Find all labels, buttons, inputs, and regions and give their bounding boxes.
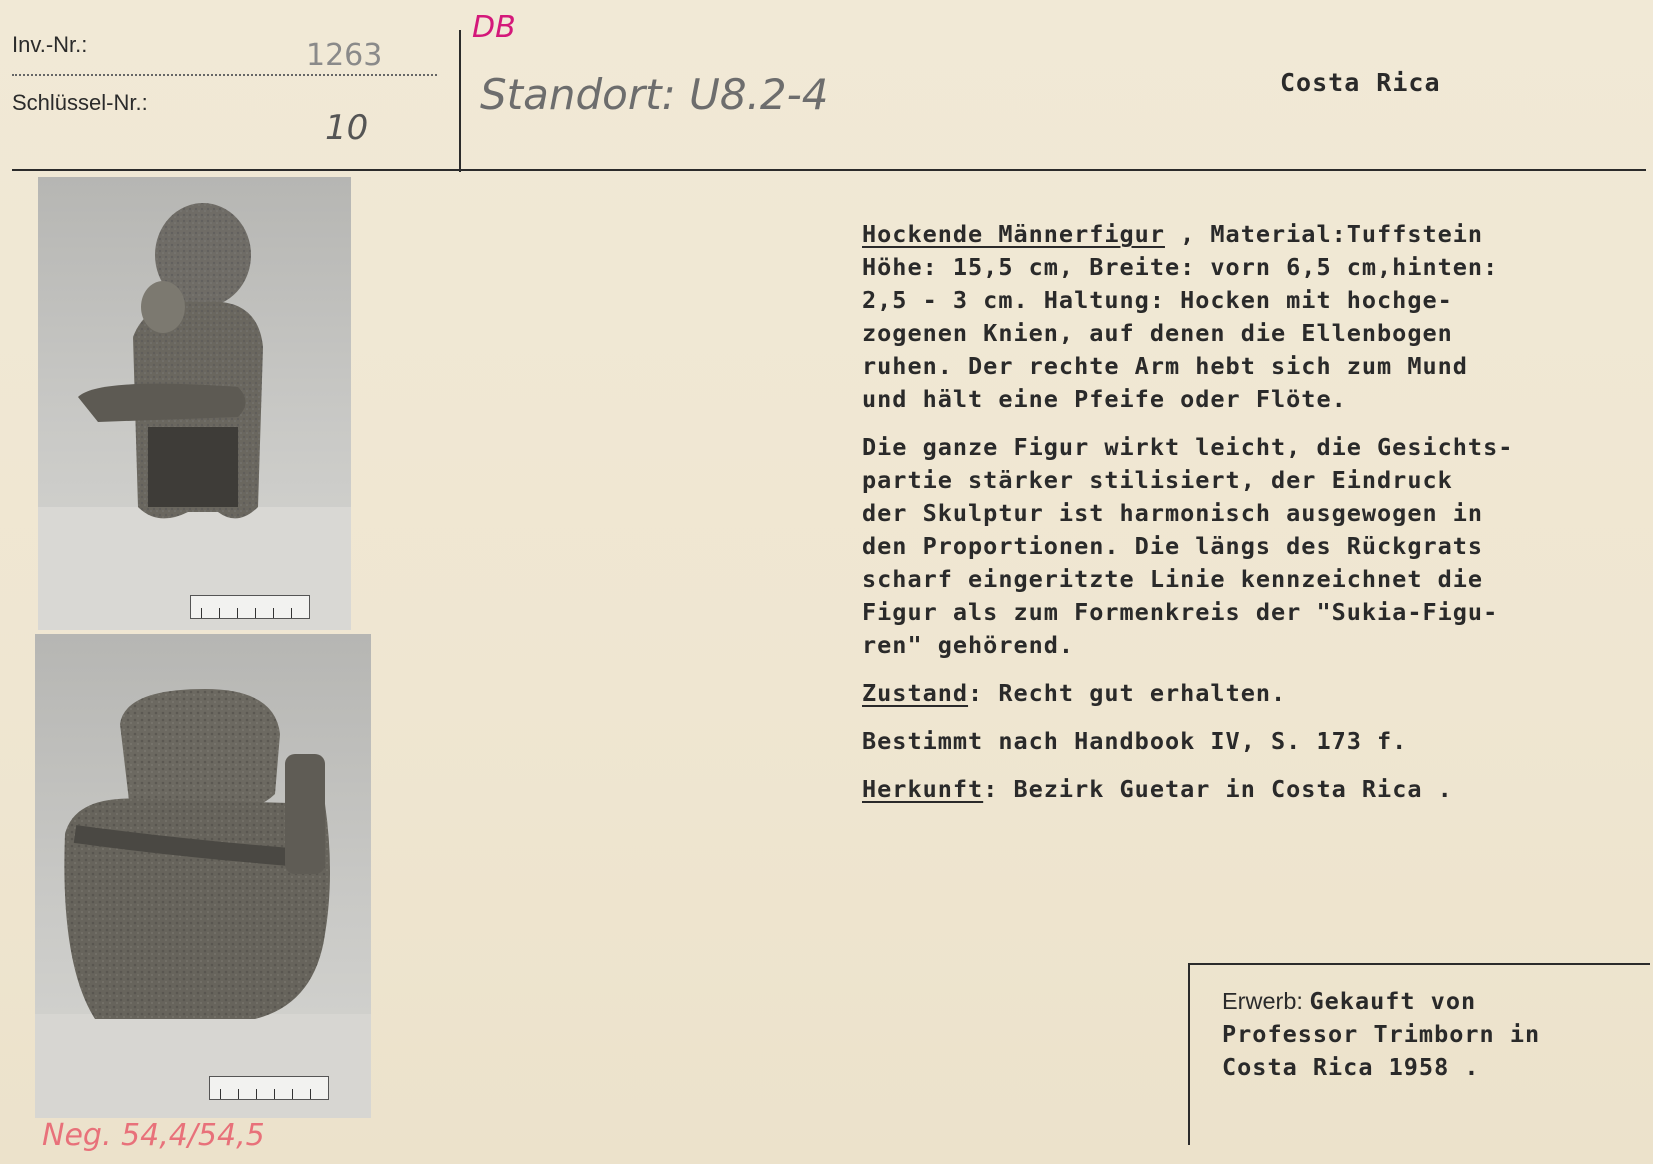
object-title: Hockende Männerfigur <box>862 220 1165 248</box>
description-paragraph-1 <box>862 218 1647 251</box>
posture-text-4: und hält eine Pfeife oder Flöte. <box>862 385 1347 413</box>
country-heading: Costa Rica <box>1280 68 1441 97</box>
style-text-4: den Proportionen. Die längs des Rückgrats <box>862 532 1484 560</box>
dimensions-text: Höhe: 15,5 cm, Breite: vorn 6,5 cm,hinten: <box>862 253 1499 281</box>
squatting-figure-front-image <box>38 177 351 630</box>
condition-line <box>862 677 1647 710</box>
header-divider <box>12 169 1646 171</box>
acquisition-label: Erwerb: <box>1222 988 1310 1014</box>
posture-text-1: 2,5 - 3 cm. Haltung: Hocken mit hochge- <box>862 286 1453 314</box>
style-text-1: Die ganze Figur wirkt leicht, die Gesichts- <box>862 433 1514 461</box>
dotted-divider <box>12 74 437 76</box>
figure-photo-side <box>35 634 371 1118</box>
posture-text-3: ruhen. Der rechte Arm hebt sich zum Mund <box>862 352 1468 380</box>
negative-number: Neg. 54,4/54,5 <box>42 1118 265 1153</box>
inventory-number-label: Inv.-Nr.: <box>12 32 88 57</box>
provenance-value: : Bezirk Guetar in Costa Rica . <box>983 775 1453 803</box>
squatting-figure-side-image <box>35 634 371 1118</box>
description-block <box>862 218 1647 806</box>
condition-label: Zustand <box>862 679 969 707</box>
provenance-line <box>862 773 1647 806</box>
key-number-label: Schlüssel-Nr.: <box>12 90 148 115</box>
style-text-6: Figur als zum Formenkreis der "Sukia-Figu- <box>862 598 1499 626</box>
measurement-scale-side <box>209 1076 329 1100</box>
style-text-5: scharf eingeritzte Linie kennzeichnet die <box>862 565 1484 593</box>
db-mark: DB <box>472 10 516 45</box>
material-text: , Material:Tuffstein <box>1164 220 1484 248</box>
style-text-3: der Skulptur ist harmonisch ausgewogen in <box>862 499 1484 527</box>
key-number-value: 10 <box>325 108 369 148</box>
header-vertical-divider <box>459 30 461 172</box>
style-text-2: partie stärker stilisiert, der Eindruck <box>862 466 1453 494</box>
figure-photo-front <box>38 177 351 630</box>
acquisition-line-1 <box>1222 985 1540 1018</box>
posture-text-2: zogenen Knien, auf denen die Ellenbogen <box>862 319 1453 347</box>
acquisition-line-3: Costa Rica 1958 . <box>1222 1053 1480 1081</box>
acquisition-value-1: Gekauft von <box>1309 987 1477 1015</box>
acquisition-text <box>1222 985 1540 1084</box>
condition-value: : Recht gut erhalten. <box>968 679 1287 707</box>
identification-line: Bestimmt nach Handbook IV, S. 173 f. <box>862 727 1408 755</box>
inventory-number-value: 1263 <box>306 38 383 73</box>
acquisition-line-2: Professor Trimborn in <box>1222 1020 1541 1048</box>
location-note: Standort: U8.2-4 <box>480 70 829 119</box>
provenance-label: Herkunft <box>862 775 984 803</box>
measurement-scale-front <box>190 595 310 619</box>
style-text-7: ren" gehörend. <box>862 631 1075 659</box>
